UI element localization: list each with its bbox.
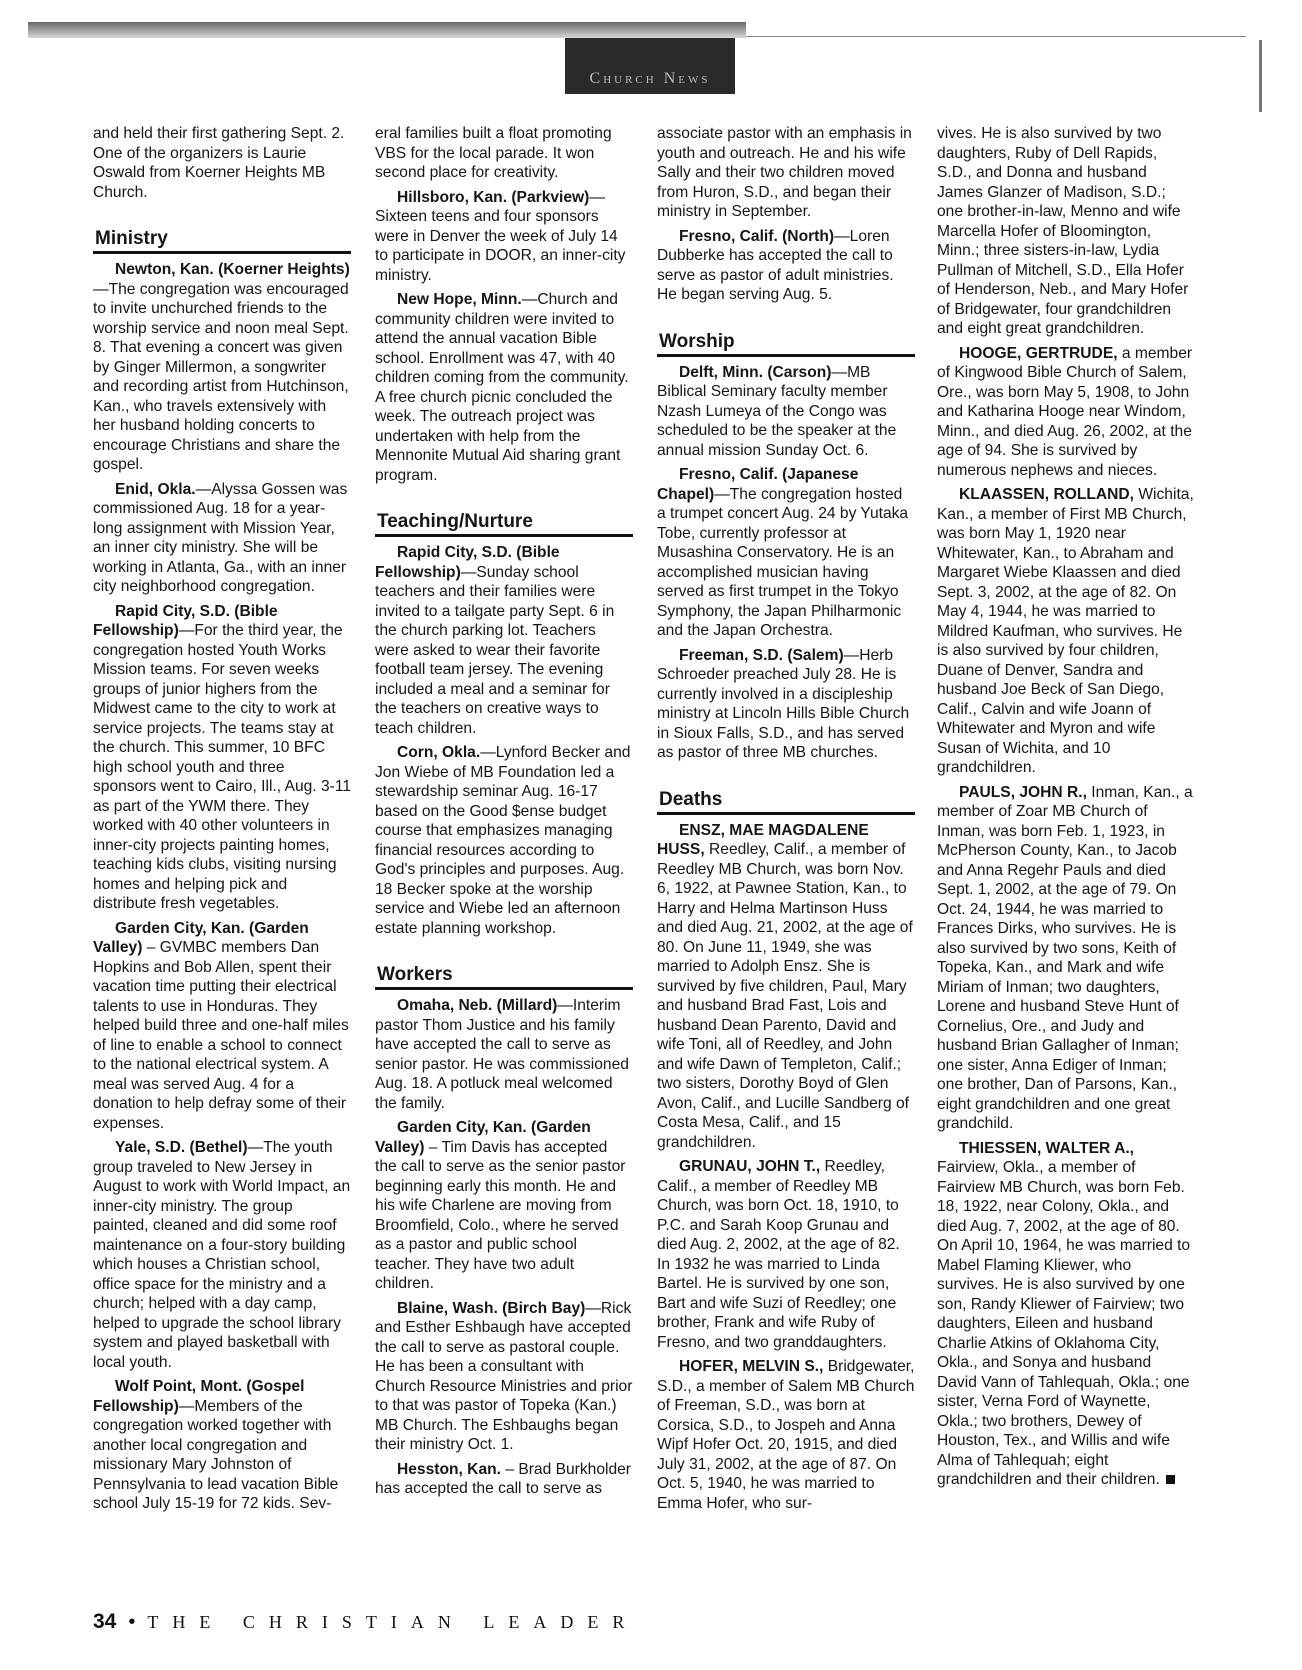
item-text: Bridgewater, S.D., a member of Salem MB Church of Freeman, S.D., was born at Corsica, S.D., to Jospeh and Anna Wipf Hofer Oct. 20, 1915, and died July 31, 2002, at the age of 87. On Oct. 5, 1940, he was married to Emma Hofer, who sur- (657, 1358, 915, 1512)
item-lead: HOOGE, GERTRUDE, (959, 344, 1118, 362)
obituary-item (657, 1357, 915, 1513)
heading-deaths: Deaths (657, 789, 915, 815)
item-text: Inman, Kan., a member of Zoar MB Church of Inman, was born Feb. 1, 1923, in McPherson County, Kan., to Jacob and Anna Regehr Pauls and died Sept. 1, 2002, at the age of 79. On Oct. 24, 1944, he was married to Frances Dirks, who survives. He is also survived by two sons, Keith of Topeka, Kan., and Mark and wife Miriam of Inman; two daughters, Lorene and husband Steve Hunt of Cornelius, Ore., and Judy and husband Brian Gallagher of Inman; one sister, Anna Ediger of Inman; one brother, Dan of Parsons, Kan., eight grandchildren and one great grandchild. (937, 783, 1193, 1132)
item-text: – Tim Davis has accepted the call to serve as the senior pastor beginning early this month. He and his wife Charlene are moving from Broomfield, Colo., where he served as a pastor and public school teacher. They have two adult children. (375, 1138, 626, 1292)
item-text: —Herb Schroeder preached July 28. He is currently involved in a discipleship ministry at Lincoln Hills Bible Church in Sioux Falls, S.D., and has served as pastor of three MB churches. (657, 646, 910, 761)
item-text: Fairview, Okla., a member of Fairview MB Church, was born Feb. 18, 1922, near Colony, Okla., and died Aug. 7, 2002, at the age of 80. On April 10, 1964, he was married to Mabel Flaming Kliewer, who survives. He is also survived by one son, Randy Kliewer of Fairview; two daughters, Eileen and husband Charlie Atkins of Oklahoma City, Okla., and Sonya and husband David Vann of Tahlequah, Okla.; one sister, Verna Ford of Waynette, Okla.; two brothers, Dewey of Houston, Tex., and Willis and wife Alma of Tahlequah; eight grandchildren and their children. (937, 1159, 1191, 1488)
masthead-title: THE CHRISTIAN LEADER (147, 1612, 639, 1632)
column-4-intro: vives. He is also survived by two daughters, Ruby of Dell Rapids, S.D., and Donna and husband James Glanzer of Madison, S.D.; one brother-in-law, Menno and wife Marcella Hofer of Bloomington, Minn.; three sisters-in-law, Lydia Pullman of Mitchell, S.D., Ella Hofer of Henderson, Neb., and Mary Hofer of Bridgewater, four grandchildren and eight great grandchildren. (937, 125, 1189, 337)
item-lead: KLAASSEN, ROLLAND, (959, 486, 1134, 503)
obituary-item (937, 485, 1195, 778)
item-text: —For the third year, the congregation hosted Youth Works Mission teams. For seven weeks groups of junior highers from the Midwest came to the city to work at service projects. The teams stay at the church. This summer, 10 BFC high school youth and three sponsors went to Cairo, Ill., Aug. 3-11 as part of the YWM there. They worked with 40 other volunteers in inner-city projects painting homes, teaching kids clubs, visiting nursing homes and helping pick and distribute fresh vegetables. (93, 622, 352, 912)
column-3 (657, 124, 915, 1518)
item-text: —Interim pastor Thom Justice and his family have accepted the call to serve as senior pastor. He was commissioned Aug. 18. A potluck meal welcomed the family. (375, 997, 629, 1112)
end-mark-icon (1166, 1475, 1175, 1484)
column-3-intro: associate pastor with an emphasis in youth and outreach. He and his wife Sally and their two children moved from Huron, S.D., and began their ministry in September. (657, 125, 912, 220)
news-item (93, 1377, 351, 1514)
item-lead: Yale, S.D. (Bethel) (115, 1139, 248, 1156)
footer-bullet: • (128, 1611, 136, 1633)
item-text: —MB Biblical Seminary faculty member Nzash Lumeya of the Congo was scheduled to be the speaker at the annual mission Sunday Oct. 6. (657, 363, 897, 459)
news-item (375, 543, 633, 738)
news-item (93, 919, 351, 1134)
news-item (375, 1118, 633, 1294)
item-lead: New Hope, Minn. (397, 291, 522, 308)
news-item (375, 743, 633, 938)
item-lead: Delft, Minn. (Carson) (679, 363, 832, 381)
news-item (93, 602, 351, 914)
heading-ministry: Ministry (93, 228, 351, 254)
obituary-item (657, 1157, 915, 1352)
item-lead: THIESSEN, WALTER A., (959, 1139, 1135, 1157)
item-lead: Fresno, Calif. (Japanese Chapel) (657, 466, 859, 503)
item-lead: Enid, Okla. (115, 480, 196, 498)
news-item (375, 1299, 633, 1455)
item-lead: PAULS, JOHN R., (959, 783, 1087, 801)
item-lead: ENSZ, MAE MAGDALENE HUSS, (657, 821, 869, 858)
page-edge-mark (1259, 40, 1262, 112)
item-text: – Brad Burkholder has accepted the call to serve as (375, 1460, 632, 1497)
obituary-item (937, 344, 1195, 481)
news-item (375, 290, 633, 485)
item-text: —The congregation hosted a trumpet concert Aug. 24 by Yutaka Tobe, currently professor at Musashina Conservatory. He is an accomplished musician having served as first trumpet in the Tokyo Symphony, the Japan Philharmonic and the Japan Orchestra. (657, 485, 909, 639)
item-lead: GRUNAU, JOHN T., (679, 1158, 821, 1175)
news-item (375, 996, 633, 1113)
item-lead: Omaha, Neb. (Millard) (397, 997, 558, 1014)
item-text: —Members of the congregation worked together with another local congregation and missionary Mary Johnston of Pennsylvania to lead vacation Bible school July 15-19 for 72 kids. Sev- (93, 1397, 339, 1512)
item-lead: Hillsboro, Kan. (Parkview) (397, 188, 590, 206)
item-text: —Loren Dubberke has accepted the call to serve as pastor of adult ministries. He began serving Aug. 5. (657, 227, 894, 303)
news-item (375, 1460, 633, 1499)
column-2-intro: eral families built a float promoting VBS for the local parade. It won second place for creativity. (375, 125, 612, 181)
item-lead: Rapid City, S.D. (Bible Fellowship) (93, 602, 278, 639)
section-tab-label: Church News (589, 70, 711, 87)
item-text: —Alyssa Gossen was commissioned Aug. 18 for a year-long assignment with Mission Year, an inner city ministry. She will be working in Atlanta, Ga., with an inner city neighborhood congregation. (93, 480, 348, 595)
section-tab (565, 38, 735, 94)
item-lead: Blaine, Wash. (Birch Bay) (397, 1299, 586, 1317)
item-lead: Rapid City, S.D. (Bible Fellowship) (375, 544, 560, 581)
news-item (93, 480, 351, 597)
item-text: Wichita, Kan., a member of First MB Church, was born May 1, 1920 near Whitewater, Kan., to Abraham and Margaret Wiebe Klaassen and died Sept. 3, 2002, at the age of 82. On May 4, 1944, he was married to Mildred Kaufman, who survives. He is also survived by four children, Duane of Denver, Sandra and husband Joe Beck of San Diego, Calif., Calvin and wife Joann of Whitewater and Myron and wife Susan of Wichita, and 10 grandchildren. (937, 486, 1194, 776)
item-lead: Corn, Okla. (397, 744, 481, 761)
item-text: —The congregation was encouraged to invite unchurched friends to the worship service and noon meal Sept. 8. That evening a concert was given by Ginger Millermon, a songwriter and recording artist from Hutchinson, Kan., who travels extensively with her husband holding concerts to encourage Christians and share the gospel. (93, 280, 349, 473)
item-lead: HOFER, MELVIN S., (679, 1358, 824, 1375)
item-lead: Garden City, Kan. (Garden Valley) (375, 1119, 591, 1156)
item-lead: Garden City, Kan. (Garden Valley) (93, 919, 309, 956)
item-text: —Rick and Esther Eshbaugh have accepted the call to serve as pastoral couple. He has been a consultant with Church Resource Ministries and prior to that was pastor of Topeka (Kan.) MB Church. The Eshbaughs began their ministry Oct. 1. (375, 1299, 633, 1453)
news-item (657, 465, 915, 641)
heading-worship: Worship (657, 331, 915, 357)
page-number: 34 (93, 1610, 117, 1633)
item-lead: Newton, Kan. (Koerner Heights) (115, 261, 350, 278)
obituary-item (937, 1139, 1195, 1490)
item-lead: Freeman, S.D. (Salem) (679, 646, 844, 664)
item-text: —Lynford Becker and Jon Wiebe of MB Foundation led a stewardship seminar Aug. 16-17 based on the Good $ense budget course that emphasizes managing financial resources according to God's principles and purposes. Aug. 18 Becker spoke at the worship service and Wiebe led an afternoon estate planning workshop. (375, 744, 631, 937)
heading-teaching-nurture: Teaching/Nurture (375, 511, 633, 537)
item-text: —The youth group traveled to New Jersey in August to work with World Impact, an inner-city ministry. The group painted, cleaned and did some roof maintenance on a four-story building which houses a Christian school, office space for the ministry and a church; helped with a day camp, helped to upgrade the school library system and played basketball with local youth. (93, 1139, 351, 1371)
item-text: – GVMBC members Dan Hopkins and Bob Allen, spent their vacation time putting their electrical talents to use in Honduras. They helped build three and one-half miles of line to enable a school to connect to the national electrical system. A meal was served Aug. 4 for a donation to help defray some of their expenses. (93, 939, 349, 1132)
header-thin-rule (746, 36, 1246, 37)
page-footer (93, 1610, 638, 1634)
news-item (657, 646, 915, 763)
news-item (93, 1138, 351, 1372)
news-item (657, 227, 915, 305)
item-lead: Hesston, Kan. (397, 1460, 501, 1478)
column-2 (375, 124, 633, 1504)
header-rule (28, 22, 746, 38)
item-text: a member of Kingwood Bible Church of Salem, Ore., was born May 5, 1908, to John and Katharina Hooge near Windom, Minn., and died Aug. 26, 2002, at the age of 94. She is survived by numerous nephews and nieces. (937, 344, 1193, 479)
column-1 (93, 124, 351, 1519)
item-lead: Wolf Point, Mont. (Gospel Fellowship) (93, 1378, 305, 1415)
column-4 (937, 124, 1195, 1495)
heading-workers: Workers (375, 964, 633, 990)
item-text: Reedley, Calif., a member of Reedley MB Church, was born Oct. 18, 1910, to P.C. and Sarah Koop Grunau and died Aug. 2, 2002, at the age of 82. In 1932 he was married to Linda Bartel. He is survived by one son, Bart and wife Suzi of Reedley; one brother, Frank and wife Ruby of Fresno, and two granddaughters. (657, 1158, 900, 1351)
news-item (93, 260, 351, 475)
item-text: Reedley, Calif., a member of Reedley MB Church, was born Nov. 6, 1922, at Pawnee Station, Kan., to Harry and Helma Martinson Huss and died Aug. 21, 2002, at the age of 80. On June 11, 1949, she was married to Adolph Ensz. She is survived by five children, Paul, Mary and husband Brad Fast, Lois and husband Dean Parento, David and wife Toni, all of Reedley, and John and wife Dawn of Templeton, Calif.; two sisters, Dorothy Boyd of Glen Avon, Calif., and Lucille Sandberg of Costa Mesa, Calif., and 15 grandchildren. (657, 841, 913, 1151)
column-1-intro: and held their first gathering Sept. 2. One of the organizers is Laurie Oswald from Koerner Heights MB Church. (93, 125, 345, 201)
obituary-item (657, 821, 915, 1153)
item-lead: Fresno, Calif. (North) (679, 227, 835, 245)
news-item (375, 188, 633, 286)
item-text: —Church and community children were invited to attend the annual vacation Bible school. Enrollment was 47, with 40 children coming from the community. A free church picnic concluded the week. The outreach project was undertaken with help from the Mennonite Mutual Aid sharing grant program. (375, 291, 629, 484)
item-text: —Sunday school teachers and their families were invited to a tailgate party Sept. 6 in the church parking lot. Teachers were asked to wear their favorite football team jersey. The evening included a meal and a seminar for the teachers on creative ways to teach children. (375, 563, 615, 737)
item-text: —Sixteen teens and four sponsors were in Denver the week of July 14 to participate in DOOR, an inner-city ministry. (375, 188, 626, 284)
obituary-item (937, 783, 1195, 1134)
news-item (657, 363, 915, 461)
